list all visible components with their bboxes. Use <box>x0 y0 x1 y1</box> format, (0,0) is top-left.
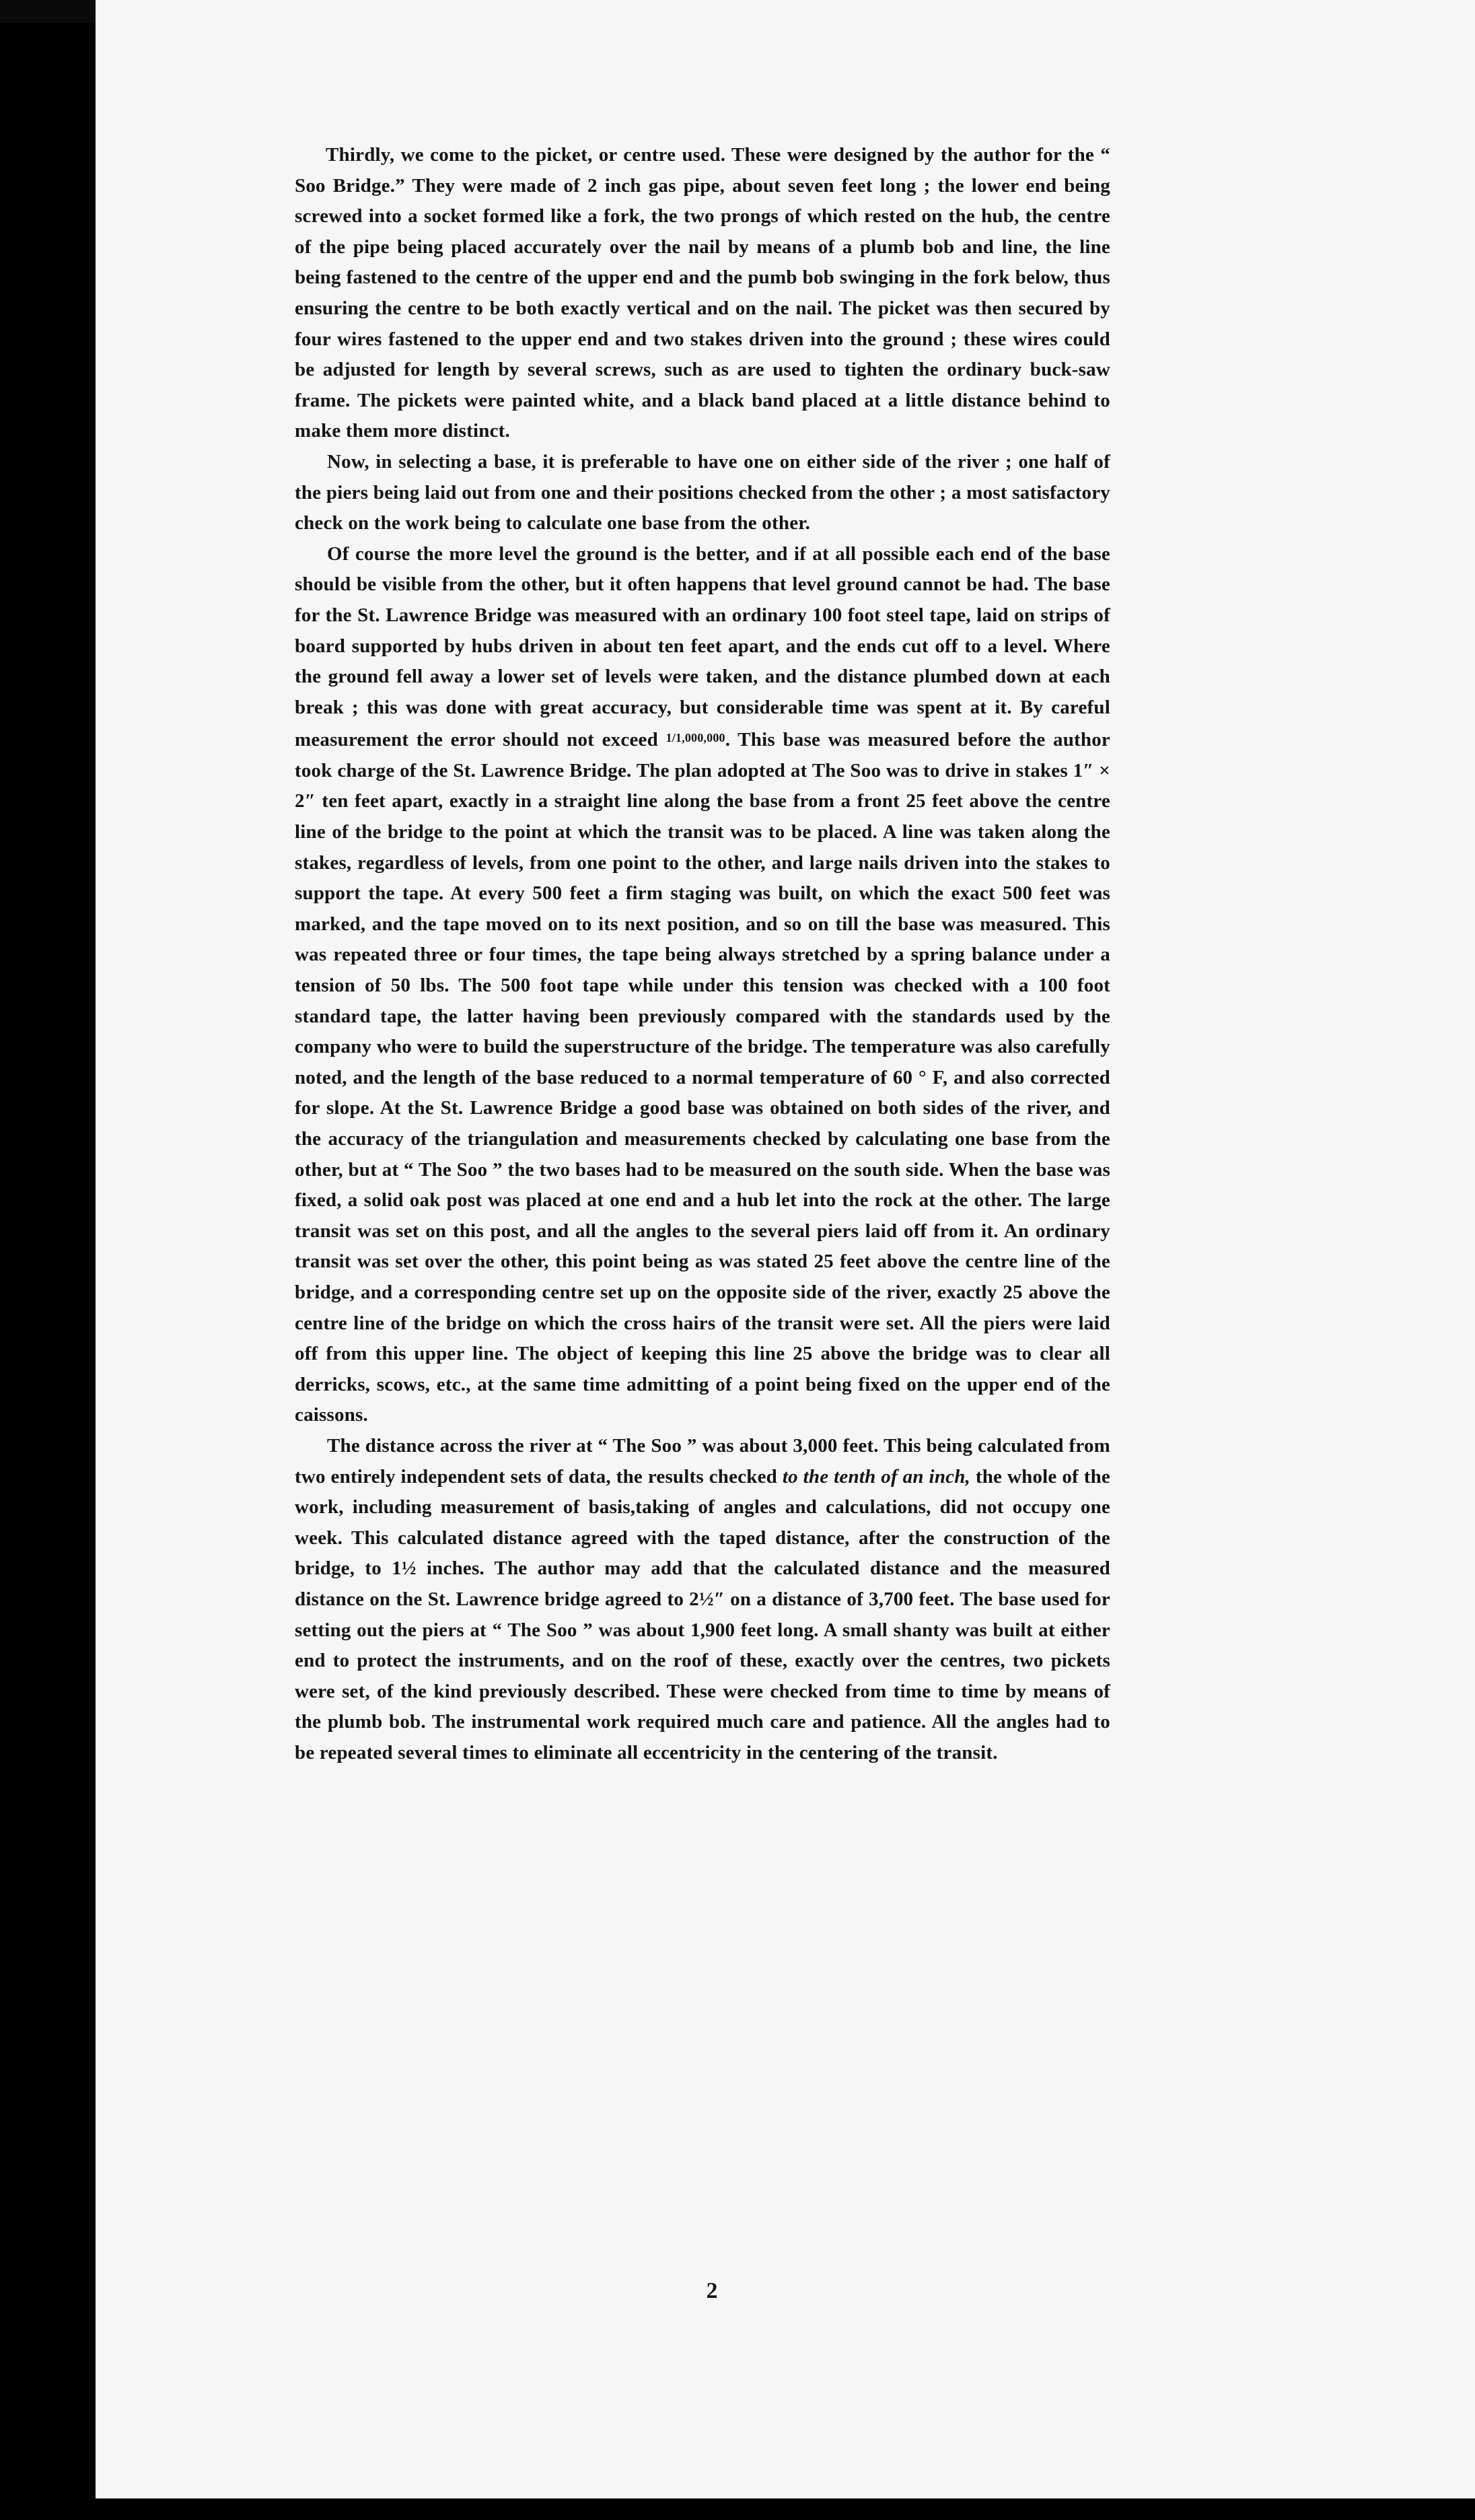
paragraph-picket-text: Thirdly, we come to the picket, or centre used. These were designed by the author for the “ Soo Bridge.” They were made of 2 inch gas pipe, about seven feet long ; the lower end being screwed into a socket formed like a fork, the two prongs of which rested on the hub, the centre of the pipe being placed accurately over the nail by means of a plumb bob and line, the line being fastened to the centre of the upper end and the pumb bob swinging in the fork below, thus ensuring the centre to be both exactly vertical and on the nail. The picket was then secured by four wires fastened to the upper end and two stakes driven into the ground ; these wires could be adjusted for length by several screws, such as are used to tighten the ordinary buck-saw frame. The pickets were painted white, and a black band placed at a little distance behind to make them more distinct. <box>295 144 1110 442</box>
paragraph-level-ground <box>295 539 1110 1431</box>
page-number: 2 <box>706 2278 718 2303</box>
body-text <box>295 140 1110 1768</box>
paragraph-distance-continued: the whole of the work, including measurement of basis,taking of angles and calculations, did not occupy one week. This calculated distance agreed with the taped distance, after the construction of the bridge, to 1½ inches. The author may add that the calculated distance and the measured distance on the St. Lawrence bridge agreed to 2½″ on a distance of 3,700 feet. The base used for setting out the piers at “ The Soo ” was about 1,900 feet long. A small shanty was built at either end to protect the instruments, and on the roof of these, exactly over the centres, two pickets were set, of the kind previously described. These were checked from time to time by means of the plumb bob. The instrumental work required much care and patience. All the angles had to be repeated several times to eliminate all eccentricity in the centering of the transit. <box>295 1465 1110 1763</box>
paragraph-level-ground-continued: . This base was measured before the author took charge of the St. Lawrence Bridge. The plan adopted at The Soo was to drive in stakes 1″ × 2″ ten feet apart, exactly in a straight line along the base from a front 25 feet above the centre line of the bridge to the point at which the transit was to be placed. A line was taken along the stakes, regardless of levels, from one point to the other, and large nails driven into the stakes to support the tape. At every 500 feet a firm staging was built, on which the exact 500 feet was marked, and the tape moved on to its next position, and so on till the base was measured. This was repeated three or four times, the tape being always stretched by a spring balance under a tension of 50 lbs. The 500 foot tape while under this tension was checked with a 100 foot standard tape, the latter having been previously compared with the standards used by the company who were to build the superstructure of the bridge. The temperature was also carefully noted, and the length of the base reduced to a normal temperature of 60 ° F, and also corrected for slope. At the St. Lawrence Bridge a good base was obtained on both sides of the river, and the accuracy of the triangulation and measurements checked by calculating one base from the other, but at “ The Soo ” the two bases had to be measured on the south side. When the base was fixed, a solid oak post was placed at one end and a hub let into the rock at the other. The large transit was set on this post, and all the angles to the several piers laid off from it. An ordinary transit was set over the other, this point being as was stated 25 feet above the centre line of the bridge, and a corresponding centre set up on the opposite side of the river, exactly 25 above the centre line of the bridge on which the cross hairs of the transit were set. All the piers were laid off from this upper line. The object of keeping this line 25 above the bridge was to clear all derricks, scows, etc., at the same time admitting of a point being fixed on the upper end of the caissons. <box>295 729 1110 1426</box>
paragraph-level-ground-text: Of course the more level the ground is the better, and if at all possible each end of the base should be visible from the other, but it often happens that level ground cannot be had. The base for the St. Lawrence Bridge was measured with an ordinary 100 foot steel tape, laid on strips of board supported by hubs driven in about ten feet apart, and the ends cut off to a level. Where the ground fell away a lower set of levels were taken, and the distance plumbed down at each break ; this was done with great accuracy, but considerable time was spent at it. By careful measurement the error should not exceed <box>295 542 1110 751</box>
paragraph-picket <box>295 140 1110 447</box>
paragraph-selecting-base-text: Now, in selecting a base, it is preferable to have one on either side of the river ; one half of the piers being laid out from one and their positions checked from the other ; a most satisfactory check on the work being to calculate one base from the other. <box>295 450 1110 534</box>
paragraph-distance-across <box>295 1431 1110 1769</box>
emphasis-tenth-inch: to the tenth of an inch, <box>782 1465 970 1488</box>
scan-bottom-border <box>0 2498 1475 2520</box>
error-fraction: 1/1,000,000 <box>665 731 725 745</box>
paragraph-distance-text: The distance across the river at “ The Soo ” was about 3,000 feet. This being calculated from two entirely independent sets of data, the results checked <box>295 1434 1110 1488</box>
paragraph-selecting-base <box>295 447 1110 539</box>
scan-corner-mark <box>0 0 96 23</box>
scan-left-border <box>0 0 96 2520</box>
